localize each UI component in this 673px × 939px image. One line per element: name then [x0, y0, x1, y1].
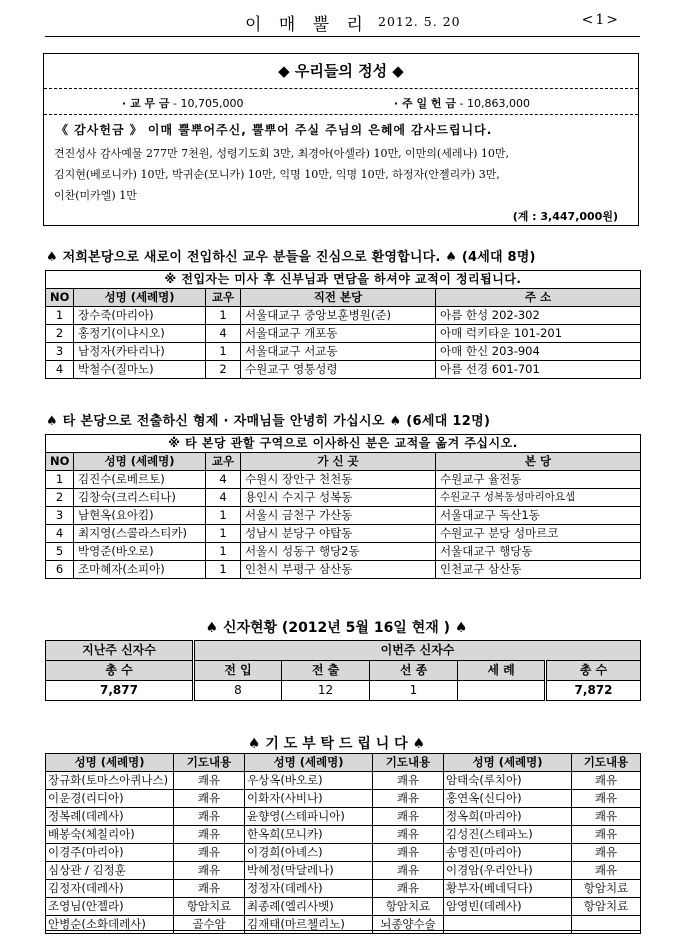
cell-address: 아름 선경 601-701 [436, 361, 641, 379]
leavers-table [45, 434, 641, 579]
cell-members: 1 [206, 343, 241, 361]
table-row [46, 561, 641, 579]
col-name: 성명 (세례명) [245, 754, 373, 772]
cell-name: 남정자(카타리나) [74, 343, 206, 361]
cell-address: 아름 한성 202-302 [436, 307, 641, 325]
bulletin-date: 2012. 5. 20 [378, 14, 461, 29]
cell-prev-parish: 서울대교구 서교동 [241, 343, 436, 361]
cell-name: 조영님(안젤라) [46, 898, 174, 916]
table-row [46, 507, 641, 525]
cell-name: 안병순(소화데레사) [46, 916, 174, 934]
col-intention: 기도내용 [373, 754, 444, 772]
cell-members: 1 [206, 561, 241, 579]
cell-members: 1 [206, 525, 241, 543]
stats-table [45, 640, 641, 701]
cell-name: 장규화(토마스아퀴나스) [46, 772, 174, 790]
table-row [46, 471, 641, 489]
cell-name: 이경주(마리아) [46, 844, 174, 862]
col-destination: 가 신 곳 [241, 453, 436, 471]
cell-name: 정복례(데레사) [46, 808, 174, 826]
table-row [46, 543, 641, 561]
this-week-label: 이번주 신자수 [194, 641, 641, 661]
cell-intention: 항암치료 [373, 898, 444, 916]
cell-parish: 서울대교구 독산1동 [436, 507, 641, 525]
table-row [46, 772, 641, 790]
cell-intention: 쾌유 [572, 790, 641, 808]
cell-prev-parish: 수원교구 영통성령 [241, 361, 436, 379]
cell-parish: 수원교구 분당 성마르코 [436, 525, 641, 543]
cell-name: 이화자(사비나) [245, 790, 373, 808]
cell-intention: 쾌유 [572, 844, 641, 862]
offering-title: ◆ 우리들의 정성 ◆ [278, 62, 404, 80]
col-parish: 본 당 [436, 453, 641, 471]
cell-members: 1 [206, 307, 241, 325]
cell-intention: 쾌유 [174, 844, 245, 862]
thanks-line: 김지현(베로니카) 10만, 박귀순(모니카) 10만, 익명 10만, 익명 10만, 하정자(안젤리카) 3만, [54, 168, 500, 181]
col-prev-parish: 직전 본당 [241, 289, 436, 307]
cell-prev-parish: 서울대교구 개포동 [241, 325, 436, 343]
cell-name: 암영빈(데레사) [444, 898, 572, 916]
cell-intention: 쾌유 [174, 808, 245, 826]
stats-heading: ♠ 신자현황 (2012년 5월 16일 현재 ) ♠ [205, 620, 468, 636]
cell-name: 우상옥(바오로) [245, 772, 373, 790]
cell-name: 조마혜자(소피아) [74, 561, 206, 579]
cell-intention: 쾌유 [572, 826, 641, 844]
prayer-heading: ♠ 기 도 부 탁 드 립 니 다 ♠ [247, 736, 426, 752]
bulletin-title: 이 매 뿔 리 [245, 15, 369, 35]
cell-name: 이경암(우리안나) [444, 862, 572, 880]
kyomu-amount [122, 95, 244, 111]
kyomu-label: · 교 무 금 [122, 97, 170, 110]
table-header-row [46, 453, 641, 471]
thanks-line: 견진성사 감사예물 277만 7천원, 성령기도회 3만, 최경아(아셀라) 10만, 이만의(세레나) 10만, [54, 147, 510, 160]
cell-members: 4 [206, 325, 241, 343]
thanks-line: 이찬(미카엘) 1만 [54, 189, 137, 202]
cell-address: 아매 럭키타운 101-201 [436, 325, 641, 343]
divider [44, 88, 638, 89]
cell-address: 아매 한신 203-904 [436, 343, 641, 361]
cell-name: 배봉숙(체칠리아) [46, 826, 174, 844]
col-no: NO [46, 289, 74, 307]
col-intention: 기도내용 [174, 754, 245, 772]
cell-name: 홍정기(이냐시오) [74, 325, 206, 343]
col-name: 성명 (세례명) [46, 754, 174, 772]
table-row [46, 790, 641, 808]
col-members: 교우 [206, 289, 241, 307]
baptism-value [458, 681, 546, 701]
col-deceased: 선 종 [370, 661, 458, 681]
table-row [46, 325, 641, 343]
cell-intention: 항암치료 [174, 898, 245, 916]
deceased-value: 1 [370, 681, 458, 701]
transfer-out-value: 12 [282, 681, 370, 701]
prayer-table [45, 753, 641, 934]
cell-name: 김재태(마르첼리노) [245, 916, 373, 934]
cell-name: 장수죽(마리아) [74, 307, 206, 325]
col-transfer-in: 전 입 [194, 661, 282, 681]
cell-no: 6 [46, 561, 74, 579]
cell-no: 4 [46, 361, 74, 379]
cell-destination: 수원시 장안구 천천동 [241, 471, 436, 489]
last-week-label: 지난주 신자수 [46, 641, 194, 661]
sunday-amount [394, 95, 530, 111]
cell-no: 1 [46, 307, 74, 325]
this-total-label: 총 수 [546, 661, 641, 681]
cell-prev-parish: 서울대교구 중앙보훈병원(준) [241, 307, 436, 325]
cell-name: 최종례(엘리사벳) [245, 898, 373, 916]
newcomers-table [45, 270, 641, 379]
table-row [46, 361, 641, 379]
col-intention: 기도내용 [572, 754, 641, 772]
thanks-total: (계 : 3,447,000원) [512, 210, 618, 223]
cell-intention: 쾌유 [373, 790, 444, 808]
cell-name: 송명진(마리아) [444, 844, 572, 862]
sunday-value: - 10,863,000 [456, 97, 530, 110]
cell-no: 4 [46, 525, 74, 543]
page-number: <1> [581, 12, 620, 28]
cell-intention: 항암치료 [572, 880, 641, 898]
table-row [46, 489, 641, 507]
cell-intention: 쾌유 [572, 808, 641, 826]
newcomers-heading: ♠ 저희본당으로 새로이 전입하신 교우 분들을 진심으로 환영합니다. ♠ (4세대 8명) [46, 250, 536, 265]
cell-intention: 쾌유 [373, 808, 444, 826]
cell-parish: 서울대교구 행당동 [436, 543, 641, 561]
sunday-label: · 주 일 헌 금 [394, 97, 457, 110]
cell-name: 김진수(로베르토) [74, 471, 206, 489]
cell-name: 이경희(아녜스) [245, 844, 373, 862]
cell-members: 2 [206, 361, 241, 379]
newcomers-note: ※ 전입자는 미사 후 신부님과 면담을 하셔야 교적이 정리됩니다. [46, 271, 641, 289]
col-name: 성명 (세례명) [74, 453, 206, 471]
cell-intention: 쾌유 [373, 772, 444, 790]
transfer-in-value: 8 [194, 681, 282, 701]
cell-name: 김정자(데레사) [46, 880, 174, 898]
leavers-note: ※ 타 본당 관할 구역으로 이사하신 분은 교적을 옮겨 주십시오. [46, 435, 641, 453]
cell-intention: 쾌유 [572, 862, 641, 880]
cell-name: 암태숙(루치아) [444, 772, 572, 790]
col-address: 주 소 [436, 289, 641, 307]
page-header [45, 6, 640, 37]
cell-members: 4 [206, 489, 241, 507]
col-no: NO [46, 453, 74, 471]
kyomu-value: - 10,705,000 [169, 97, 244, 110]
cell-no: 1 [46, 471, 74, 489]
leavers-heading: ♠ 타 본당으로 전출하신 형제 · 자매님들 안녕히 가십시오 ♠ (6세대 12명) [46, 414, 491, 429]
cell-name: 박영준(바오로) [74, 543, 206, 561]
cell-name: 최지영(스콜라스티카) [74, 525, 206, 543]
cell-destination: 서울시 금천구 가산동 [241, 507, 436, 525]
cell-members: 4 [206, 471, 241, 489]
cell-intention: 쾌유 [373, 880, 444, 898]
table-row [46, 525, 641, 543]
last-total-label: 총 수 [46, 661, 194, 681]
cell-intention: 쾌유 [174, 790, 245, 808]
table-header-row [46, 754, 641, 772]
cell-no: 2 [46, 489, 74, 507]
table-row [46, 862, 641, 880]
cell-intention: 쾌유 [373, 844, 444, 862]
cell-members: 1 [206, 507, 241, 525]
cell-no: 2 [46, 325, 74, 343]
cell-name: 홍연옥(신디아) [444, 790, 572, 808]
table-row [46, 808, 641, 826]
cell-name: 정정자(데레사) [245, 880, 373, 898]
bottom-divider [45, 930, 640, 931]
cell-intention: 쾌유 [572, 772, 641, 790]
table-row [46, 343, 641, 361]
table-header-row [46, 289, 641, 307]
cell-name: 심상관 / 김정훈 [46, 862, 174, 880]
table-row [46, 826, 641, 844]
cell-parish: 수원교구 율전동 [436, 471, 641, 489]
col-baptism: 세 례 [458, 661, 546, 681]
cell-intention: 골수암 [174, 916, 245, 934]
cell-name: 윤향영(스테파니아) [245, 808, 373, 826]
cell-intention: 쾌유 [174, 772, 245, 790]
cell-intention: 항암치료 [572, 898, 641, 916]
cell-name: 박철수(질마노) [74, 361, 206, 379]
table-row [46, 844, 641, 862]
cell-name: 이운경(리디아) [46, 790, 174, 808]
table-row [46, 880, 641, 898]
cell-name: 김창숙(크리스티나) [74, 489, 206, 507]
cell-no: 3 [46, 343, 74, 361]
cell-name: 김성진(스테파노) [444, 826, 572, 844]
cell-name: 황부자(베네딕다) [444, 880, 572, 898]
col-members: 교우 [206, 453, 241, 471]
offering-box [43, 53, 639, 226]
cell-intention: 쾌유 [174, 826, 245, 844]
cell-intention: 쾌유 [373, 862, 444, 880]
cell-intention: 쾌유 [373, 826, 444, 844]
table-row [46, 898, 641, 916]
this-total-value: 7,872 [546, 681, 641, 701]
cell-name: 박혜정(막달레나) [245, 862, 373, 880]
col-transfer-out: 전 출 [282, 661, 370, 681]
divider [44, 114, 638, 115]
cell-no: 5 [46, 543, 74, 561]
cell-intention: 쾌유 [174, 862, 245, 880]
cell-no: 3 [46, 507, 74, 525]
cell-name: 남현옥(요아킴) [74, 507, 206, 525]
cell-intention: 쾌유 [174, 880, 245, 898]
cell-members: 1 [206, 543, 241, 561]
cell-destination: 용인시 수지구 성복동 [241, 489, 436, 507]
table-row [46, 307, 641, 325]
cell-parish: 수원교구 성복동성마리아요셉 [436, 489, 641, 507]
cell-destination: 서울시 성동구 행당2동 [241, 543, 436, 561]
thanks-title: 《 감사헌금 》 이매 뿔뿌어주신, 뿔뿌어 주실 주님의 은혜에 감사드립니다. [56, 123, 493, 137]
cell-parish: 인천교구 삼산동 [436, 561, 641, 579]
cell-name: 정옥희(마리아) [444, 808, 572, 826]
col-name: 성명 (세례명) [444, 754, 572, 772]
last-total-value: 7,877 [46, 681, 194, 701]
cell-name: 한옥희(모니카) [245, 826, 373, 844]
col-name: 성명 (세례명) [74, 289, 206, 307]
cell-intention: 뇌종양수술 [373, 916, 444, 934]
thanks-body [54, 143, 630, 206]
cell-destination: 인천시 부평구 삼산동 [241, 561, 436, 579]
cell-destination: 성남시 분당구 야탑동 [241, 525, 436, 543]
